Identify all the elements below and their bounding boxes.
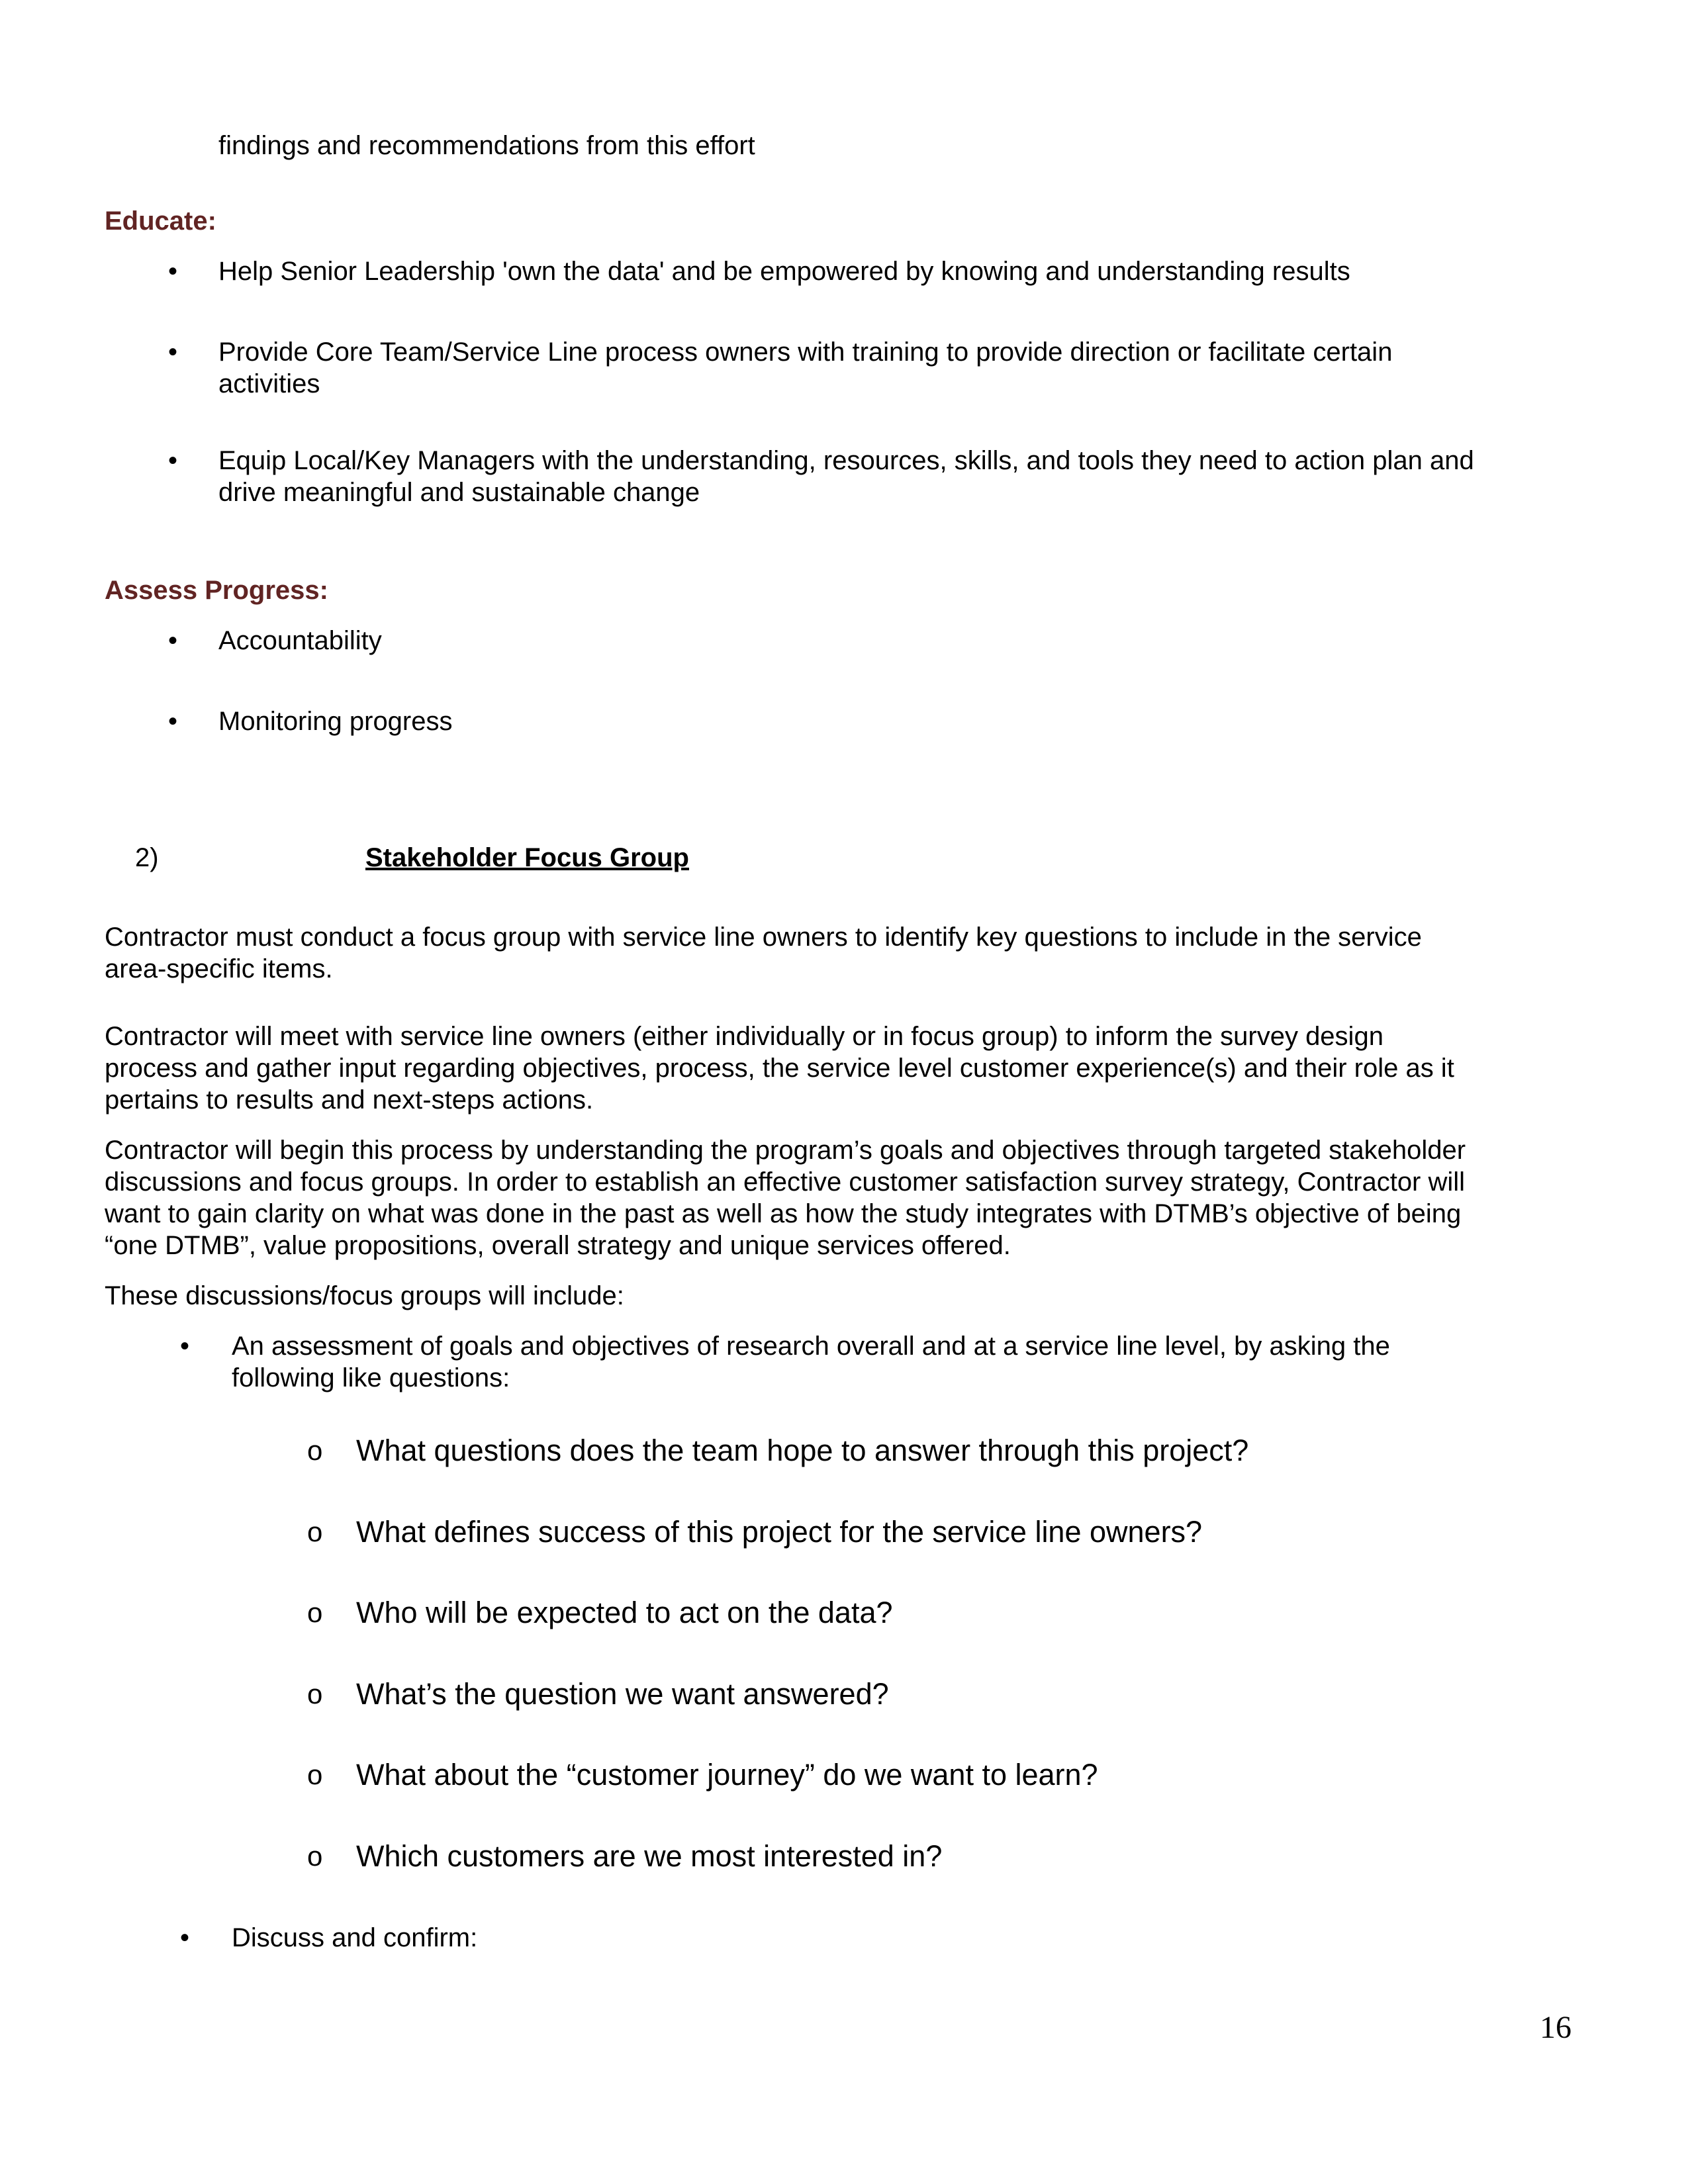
bullet-icon: • [168,626,178,655]
discussion-item-1-line-1: An assessment of goals and objectives of research overall and at a service line level, by asking the [232,1332,1390,1361]
paragraph-3-line-1: Contractor will begin this process by understanding the program’s goals and objectives through targeted stakeholder [105,1136,1466,1165]
bullet-icon: • [168,707,178,736]
question-3: Who will be expected to act on the data? [356,1596,893,1629]
sub-bullet-icon: o [307,1597,323,1628]
continuation-text: findings and recommendations from this effort [218,131,755,160]
page-number: 16 [1540,2010,1571,2045]
bullet-icon: • [180,1923,190,1952]
educate-heading: Educate: [105,206,216,236]
sub-bullet-icon: o [307,1759,323,1790]
discussion-item-1-line-2: following like questions: [232,1363,510,1392]
sub-bullet-icon: o [307,1841,323,1872]
educate-item-2-line-1: Provide Core Team/Service Line process owners with training to provide direction or facilitate certain [218,338,1393,367]
paragraph-3-line-4: “one DTMB”, value propositions, overall strategy and unique services offered. [105,1231,1011,1260]
sub-bullet-icon: o [307,1678,323,1709]
assess-progress-heading: Assess Progress: [105,576,328,605]
educate-item-3-line-2: drive meaningful and sustainable change [218,478,700,507]
bullet-icon: • [168,446,178,475]
question-1: What questions does the team hope to answer through this project? [356,1433,1249,1467]
section-number: 2) [135,843,159,872]
paragraph-1-line-1: Contractor must conduct a focus group with service line owners to identify key questions to include in the service [105,923,1422,952]
question-6: Which customers are we most interested in? [356,1839,943,1873]
educate-item-2-line-2: activities [218,369,320,398]
paragraph-3-line-3: want to gain clarity on what was done in the past as well as how the study integrates with DTMB’s objective of being [105,1199,1462,1228]
sub-bullet-icon: o [307,1435,323,1466]
educate-item-3-line-1: Equip Local/Key Managers with the understanding, resources, skills, and tools they need to action plan and [218,446,1474,475]
question-4: What’s the question we want answered? [356,1677,889,1711]
paragraph-1-line-2: area-specific items. [105,954,333,983]
paragraph-2-line-1: Contractor will meet with service line owners (either individually or in focus group) to inform the survey design [105,1022,1383,1051]
bullet-icon: • [168,257,178,286]
section-title: Stakeholder Focus Group [365,843,689,872]
assess-item-monitoring: Monitoring progress [218,707,453,736]
bullet-icon: • [168,338,178,367]
sub-bullet-icon: o [307,1516,323,1547]
discussion-item-2: Discuss and confirm: [232,1923,478,1952]
paragraph-2-line-2: process and gather input regarding objectives, process, the service level customer experience(s) and their role as it [105,1054,1454,1083]
paragraph-2-line-3: pertains to results and next-steps actions. [105,1085,594,1115]
bullet-icon: • [180,1332,190,1361]
question-5: What about the “customer journey” do we want to learn? [356,1758,1098,1792]
assess-item-accountability: Accountability [218,626,382,655]
paragraph-4-line-1: These discussions/focus groups will include: [105,1281,624,1310]
question-2: What defines success of this project for the service line owners? [356,1515,1203,1549]
paragraph-3-line-2: discussions and focus groups. In order to establish an effective customer satisfaction survey strategy, Contractor will [105,1167,1466,1197]
educate-item-1-line-1: Help Senior Leadership 'own the data' and be empowered by knowing and understanding results [218,257,1350,286]
